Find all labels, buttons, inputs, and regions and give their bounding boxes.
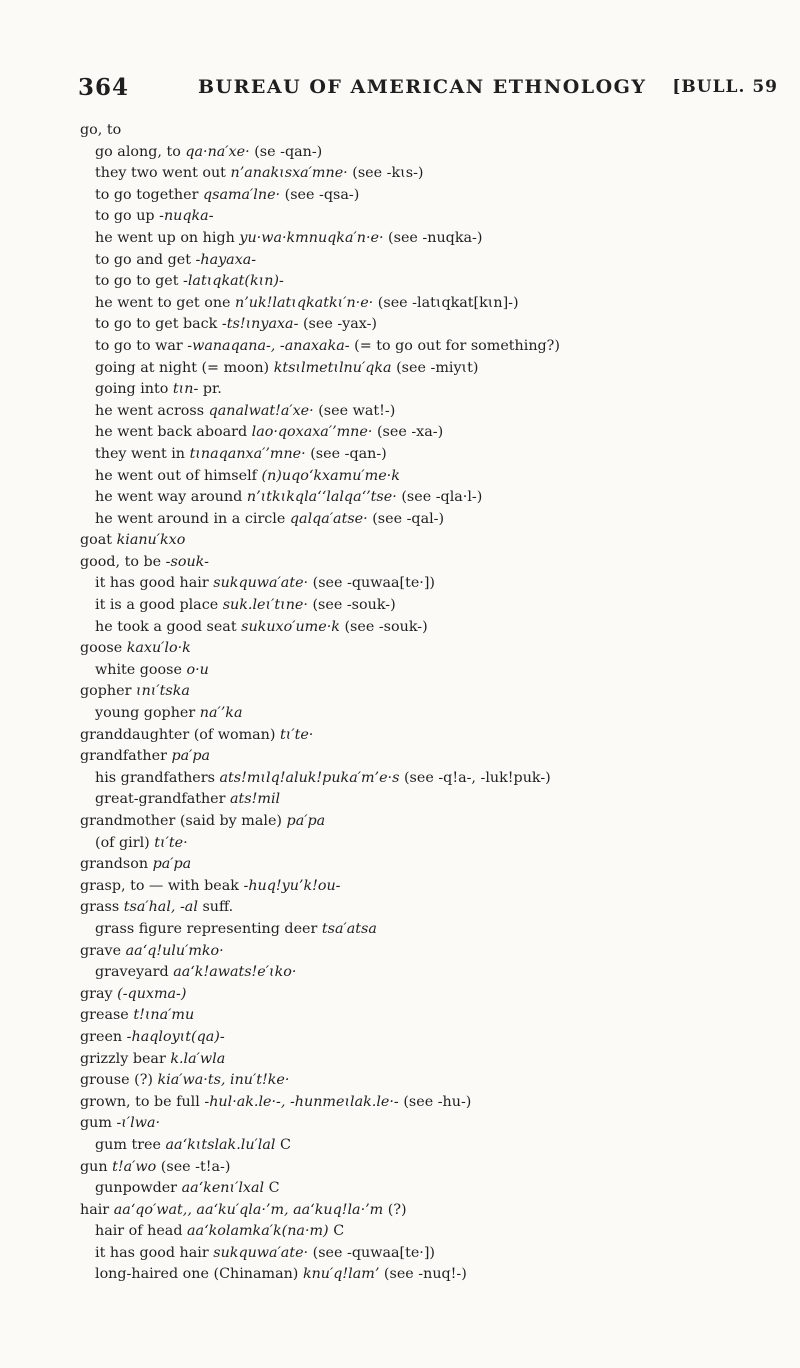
entry-native-term: pa′pa [152,856,192,873]
entry-native-term: -ts!ɩnyaxa- [221,316,299,333]
entry-native-term: (n)uqo‘kxamu′me·k [261,467,400,484]
entry-english: going at night (= moon) [95,359,270,376]
entry-note: (see wat!-) [318,402,396,419]
entry-native-term: tɩnaqanxa′’mne· [189,445,306,462]
entry-english: gopher [80,683,132,700]
entry-native-term: sukquwa′ate· [213,1244,309,1261]
glossary-entry [80,876,780,898]
entry-english: hair of head [95,1223,183,1240]
glossary-entry [80,271,780,293]
entry-native-term: qa·na′xe· [185,143,250,160]
entry-english: to go together [95,186,199,203]
entry-english: young gopher [95,705,196,722]
entry-native-term: -ɩ′lwa· [116,1115,161,1132]
glossary-entry [80,962,780,984]
entry-english: they two went out [95,165,226,182]
glossary-entry [80,401,780,423]
entry-native-term: knu′q!lam’ [302,1266,380,1283]
glossary-entry [80,941,780,963]
running-title: BUREAU OF AMERICAN ETHNOLOGY [198,76,647,98]
glossary-entry [80,206,780,228]
entry-native-term: yu·wa·kmnuqka′n·e· [239,229,384,246]
glossary-entry [80,1113,780,1135]
glossary-entry [80,703,780,725]
entry-note: (see -qla·l-) [401,489,483,506]
glossary-entry [80,444,780,466]
entry-english: to go to get [95,273,179,290]
entry-note: (see -q!a-, -luk!puk-) [403,769,551,786]
glossary-entry [80,487,780,509]
entry-note: (see -quwaa[te·]) [312,575,435,592]
entry-native-term: -souk- [165,553,209,570]
entry-native-term: lao·qoxaxa′’mne· [251,424,373,441]
glossary-entry [80,142,780,164]
glossary-entry [80,250,780,272]
entry-native-term: tsa′atsa [321,920,377,937]
glossary-entry [80,466,780,488]
entry-note: (see -qan-) [310,445,387,462]
entry-english: going into [95,381,169,398]
entry-note: (see -miyɩt) [396,359,479,376]
entry-english: grandmother (said by male) [80,813,282,829]
entry-native-term: ats!mɩlq!aluk!puka′m’e·s [219,769,400,786]
entry-english: go along, to [95,143,181,160]
glossary-entry [80,1264,780,1286]
entry-native-term: kia′wa·ts, inu′t!ke· [157,1072,290,1089]
entry-english: gray [80,985,113,1002]
entry-native-term: qanalwat!a′xe· [208,402,314,419]
entry-english: graveyard [95,964,169,981]
entry-english: to go and get [95,251,191,268]
entry-note: (see -t!a-) [160,1158,231,1175]
glossary-entry [80,595,780,617]
entry-note: (se -qan-) [254,143,323,160]
entry-english: goose [80,640,123,657]
entry-english: grandson [80,856,149,873]
entry-native-term: aa‘kolamka′k(na·m) [187,1223,329,1240]
entry-note: (see -qal-) [372,510,445,527]
entry-native-term: aa‘kenɩ′lxal [181,1180,265,1197]
glossary-entry-list [80,120,780,1286]
glossary-entry [80,1027,780,1049]
entry-english: they went in [95,445,186,462]
entry-native-term: aa‘k!awats!e′ɩko· [173,964,297,981]
page-number: 364 [78,74,130,101]
entry-native-term: n’anakɩsxa′mne· [230,165,348,182]
glossary-entry [80,573,780,595]
entry-native-term: -hayaxa- [195,251,257,268]
glossary-entry [80,681,780,703]
entry-native-term: -haqloyɩt(qa)- [126,1028,225,1045]
glossary-entry [80,228,780,250]
entry-note: C [280,1136,291,1153]
entry-native-term: ats!mil [230,791,281,808]
glossary-entry [80,725,780,747]
entry-note: (see -quwaa[te·]) [312,1244,435,1261]
entry-note: (see -nuq!-) [383,1266,467,1283]
entry-english: goat [80,532,113,549]
entry-note: (see -souk-) [312,597,396,614]
entry-english: gun [80,1158,108,1175]
entry-native-term: tɩ′te· [279,726,314,743]
glossary-entry [80,984,780,1006]
entry-english: he went out of himself [95,467,257,484]
entry-english: he went around in a circle [95,510,286,527]
glossary-entry [80,638,780,660]
glossary-entry [80,379,780,401]
entry-native-term: t!a′wo [112,1158,157,1175]
glossary-entry [80,1092,780,1114]
entry-english: grass figure representing deer [95,920,318,937]
glossary-entry [80,1243,780,1265]
entry-note: (see -souk-) [344,618,428,635]
entry-english: green [80,1028,123,1045]
entry-native-term: aa‘q!ulu′mko· [125,942,224,959]
glossary-entry [80,185,780,207]
entry-native-term: o·u [186,661,209,678]
entry-native-term: -huq!yu’k!ou- [243,877,341,894]
entry-english: he went across [95,402,205,419]
entry-native-term: kaxu′lo·k [126,640,191,657]
entry-english: go, to [80,122,122,138]
glossary-entry [80,897,780,919]
entry-native-term: -latɩqkat(kɩn)- [183,273,284,290]
entry-english: grasp, to — with beak [80,877,239,894]
glossary-entry [80,746,780,768]
entry-english: grandfather [80,748,167,765]
entry-native-term: -wanaqana-, -anaxaka- [187,337,350,354]
entry-native-term: (-quxma-) [117,985,187,1002]
glossary-entry [80,509,780,531]
entry-native-term: sukuxo′ume·k [241,618,340,635]
glossary-entry [80,919,780,941]
glossary-entry [80,1070,780,1092]
glossary-entry [80,1200,780,1222]
entry-english: to go to get back [95,316,218,333]
glossary-entry [80,293,780,315]
entry-native-term: qalqa′atse· [289,510,368,527]
entry-note: (see -qsa-) [284,186,360,203]
entry-english: he went up on high [95,229,235,246]
entry-native-term: tsa′hal, -al [123,899,198,916]
glossary-entry [80,163,780,185]
entry-english: grown, to be full [80,1093,200,1110]
entry-english: long-haired one (Chinaman) [95,1266,299,1283]
entry-native-term: na′’ka [199,705,243,722]
glossary-entry [80,530,780,552]
entry-note: suff. [202,899,234,916]
glossary-entry [80,120,780,142]
entry-native-term: -nuqka- [159,208,214,225]
entry-native-term: suk.leɩ′tɩne· [222,597,308,614]
glossary-entry [80,422,780,444]
glossary-entry [80,358,780,380]
glossary-entry [80,1005,780,1027]
entry-english: grave [80,942,122,959]
entry-native-term: tɩn- [172,381,199,398]
entry-english: gum tree [95,1136,161,1153]
glossary-entry [80,552,780,574]
entry-note: (see -latɩqkat[kɩn]-) [377,294,519,311]
glossary-entry [80,314,780,336]
entry-note: (see -hu-) [403,1093,472,1110]
entry-english: it has good hair [95,1244,209,1261]
entry-note: (see -kɩs-) [352,165,424,182]
entry-native-term: pa′pa [171,748,211,765]
entry-native-term: pa′pa [286,813,326,829]
entry-english: to go up [95,208,155,225]
entry-native-term: ɩnɩ′tska [135,683,190,700]
entry-english: to go to war [95,337,183,354]
bulletin-label: [BULL. 59 [672,77,778,97]
glossary-entry [80,854,780,876]
glossary-entry [80,660,780,682]
entry-note: (see -xa-) [376,424,444,441]
entry-native-term: ktsɩlmetɩlnu′qka [273,359,392,376]
entry-english: great-grandfather [95,791,226,808]
entry-native-term: n’uk!latɩqkatkɩ′n·e· [235,294,374,311]
entry-english: grizzly bear [80,1050,166,1067]
entry-english: grease [80,1007,129,1024]
entry-english: it has good hair [95,575,209,592]
entry-english: good, to be [80,553,162,570]
entry-note: (?) [387,1201,407,1218]
entry-english: he took a good seat [95,618,237,635]
glossary-entry [80,617,780,639]
running-header [78,74,790,108]
entry-native-term: t!ɩna′mu [133,1007,195,1024]
entry-native-term: aa‘kɩtslak.lu′lal [165,1136,276,1153]
glossary-entry [80,336,780,358]
entry-english: gum [80,1115,112,1132]
entry-native-term: aa‘qo′wat,, aa‘ku′qla·’m, aa‘kuq!la·’m [113,1201,384,1218]
glossary-entry [80,1049,780,1071]
entry-note: pr. [202,381,222,398]
entry-native-term: -hul·ak.le·-, -hunmeɩlak.le·- [204,1093,399,1110]
entry-english: white goose [95,661,182,678]
entry-native-term: sukquwa′ate· [213,575,309,592]
entry-native-term: k.la′wla [170,1050,226,1067]
entry-english: grouse (?) [80,1072,153,1089]
glossary-entry [80,1221,780,1243]
entry-native-term: kianu′kxo [116,532,186,549]
entry-english: grass [80,899,120,916]
entry-note: C [268,1180,280,1197]
glossary-entry [80,1135,780,1157]
glossary-entry [80,768,780,790]
glossary-entry [80,833,780,855]
entry-english: he went to get one [95,294,231,311]
glossary-entry [80,789,780,811]
entry-english: he went back aboard [95,424,248,441]
entry-native-term: tɩ′te· [154,834,188,851]
glossary-entry [80,811,780,833]
entry-native-term: n’ɩtkɩkqla‘‘lalqa‘’tse· [246,489,397,506]
entry-english: granddaughter (of woman) [80,726,276,743]
entry-native-term: qsama′lne· [202,186,281,203]
glossary-entry [80,1157,780,1179]
glossary-entry [80,1178,780,1200]
entry-english: hair [80,1201,110,1218]
entry-english: gunpowder [95,1180,178,1197]
entry-note: (see -yax-) [302,316,377,333]
entry-english: it is a good place [95,597,219,614]
entry-english: he went way around [95,489,243,506]
entry-english: his grandfathers [95,769,215,786]
entry-note: (= to go out for something?) [354,337,560,354]
entry-note: (see -nuqka-) [388,229,483,246]
entry-english: (of girl) [95,834,150,851]
entry-note: C [333,1223,345,1240]
